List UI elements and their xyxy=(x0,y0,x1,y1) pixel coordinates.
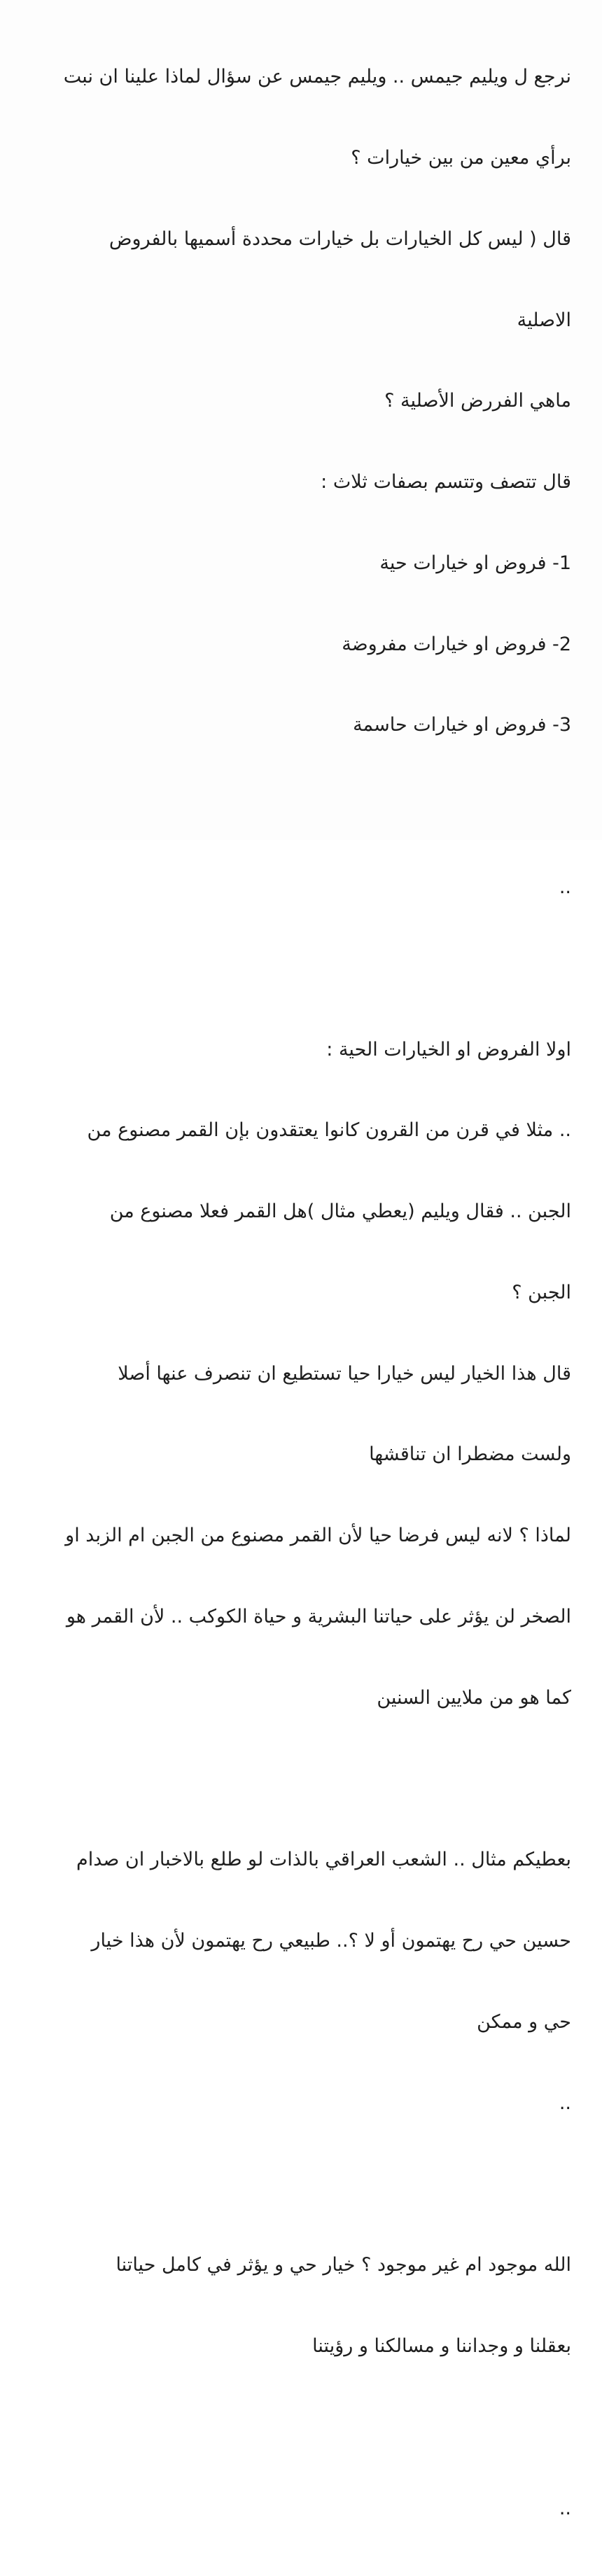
text-line: نرجع ل ويليم جيمس .. ويليم جيمس عن سؤال لماذا علينا ان نبت xyxy=(63,66,571,88)
text-line: الجبن ؟ xyxy=(512,1281,571,1303)
blank-line xyxy=(28,1766,571,1793)
separator-dots: .. xyxy=(559,2092,571,2114)
blank-line xyxy=(28,793,571,820)
text-line: كما هو من ملايين السنين xyxy=(377,1686,571,1709)
list-item-3: 3- فروض او خيارات حاسمة xyxy=(353,714,571,736)
blank-line xyxy=(28,955,571,983)
text-line: قال ( ليس كل الخيارات بل خيارات محددة أسميها بالفروض xyxy=(108,227,571,250)
text-line: قال هذا الخيار ليس خيارا حيا تستطيع ان تنصرف عنها أصلا xyxy=(118,1362,571,1385)
list-item-2: 2- فروض او خيارات مفروضة xyxy=(342,633,571,655)
text-line: حي و ممكن xyxy=(477,2010,571,2033)
separator-dots: .. xyxy=(559,876,571,898)
text-line: حسين حي رح يهتمون أو لا ؟.. طبيعي رح يهتمون لأن هذا خيار xyxy=(91,1930,571,1952)
text-line: بعقلنا و وجداننا و مسالكنا و رؤيتنا xyxy=(312,2335,571,2358)
section-heading: اولا الفروض او الخيارات الحية : xyxy=(326,1038,571,1060)
text-line: ولست مضطرا ان تناقشها xyxy=(369,1443,571,1466)
text-line: ماهي الفررض الأصلية ؟ xyxy=(384,390,571,412)
blank-line xyxy=(28,2171,571,2199)
text-line: الجبن .. فقال ويليم (يعطي مثال )هل القمر فعلا مصنوع من xyxy=(109,1200,571,1223)
blank-line xyxy=(28,2414,571,2442)
list-item-1: 1- فروض او خيارات حية xyxy=(379,552,571,574)
separator-dots: .. xyxy=(559,2497,571,2519)
text-line: الاصلية xyxy=(517,309,571,331)
text-line: برأي معين من بين خيارات ؟ xyxy=(351,146,571,169)
text-line: بعطيكم مثال .. الشعب العراقي بالذات لو طلع بالاخبار ان صدام xyxy=(76,1849,571,1871)
text-line: .. مثلا في قرن من القرون كانوا يعتقدون بإن القمر مصنوع من xyxy=(87,1119,571,1142)
text-line: قال تتصف وتتسم بصفات ثلاث : xyxy=(321,471,571,493)
text-line: الله موجود ام غير موجود ؟ خيار حي و يؤثر في كامل حياتنا xyxy=(115,2254,571,2276)
arabic-text-block xyxy=(28,10,571,2576)
text-line: الصخر لن يؤثر على حياتنا البشرية و حياة الكوكب .. لأن القمر هو xyxy=(66,1606,571,1628)
text-line: لماذا ؟ لانه ليس فرضا حيا لأن القمر مصنوع من الجبن ام الزبد او xyxy=(65,1525,571,1547)
